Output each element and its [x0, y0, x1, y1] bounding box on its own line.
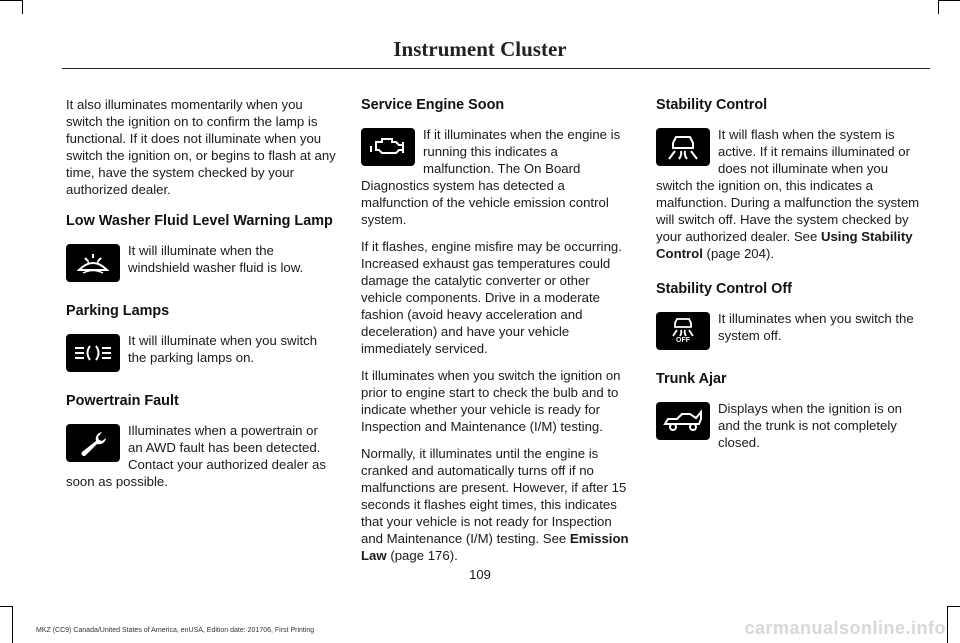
stability-off-entry [656, 310, 926, 354]
crop-mark [0, 0, 22, 1]
service-engine-p1: If it illuminates when the engine is running this indicates a malfunction. The On Board Diagnostics system has detected a malfunction of the vehicle emission control system. [361, 127, 621, 227]
parking-lamps-icon [66, 334, 120, 372]
parking-heading: Parking Lamps [66, 303, 170, 319]
crop-mark [947, 606, 960, 607]
edition-footer: MKZ (CC9) Canada/United States of America, enUSA, Edition date: 201706, First Printing [36, 627, 315, 634]
powertrain-entry [66, 422, 336, 490]
service-engine-p2: If it flashes, engine misfire may be occurring. Increased exhaust gas temperatures could damage the catalytic converter or other vehicle components. Drive in a moderate fashion (avoid heavy acceleration and deceleration) and have your vehicle immediately serviced. [361, 239, 622, 356]
parking-text: It will illuminate when you switch the parking lamps on. [128, 333, 318, 365]
crop-mark [22, 0, 23, 14]
crop-mark [12, 606, 13, 643]
emission-law-link[interactable]: Emission Law [361, 531, 629, 563]
trunk-heading: Trunk Ajar [656, 371, 727, 387]
stability-text: It will flash when the system is active. If it remains illuminated or does not illuminate when you switch the ignition on, this indicates a malfunction. During a malfunction the system will switch off. Have the system checked by your authorized dealer. See Using Stability Control (page 204). [656, 127, 920, 261]
stability-off-heading: Stability Control Off [656, 281, 792, 297]
engine-icon [361, 128, 415, 166]
wrench-icon [66, 424, 120, 462]
crop-mark [938, 0, 939, 14]
trunk-ajar-icon [656, 402, 710, 440]
stability-heading: Stability Control [656, 97, 768, 113]
watermark: carmanualsonline.info [744, 618, 946, 638]
stability-off-text: It illuminates when you switch the system off. [718, 311, 914, 343]
page-title: Instrument Cluster [393, 37, 567, 61]
trunk-entry [656, 400, 926, 451]
washer-fluid-icon [66, 244, 120, 282]
washer-text: It will illuminate when the windshield washer fluid is low. [128, 243, 304, 275]
stability-off-icon-label: OFF [676, 337, 690, 344]
service-engine-p3: It illuminates when you switch the ignition on prior to engine start to check the bulb and to indicate whether your vehicle is ready for Inspection and Maintenance (I/M) testing. [361, 368, 621, 434]
intro-paragraph: It also illuminates momentarily when you switch the ignition on to confirm the lamp is functional. If it does not illuminate when you switch the ignition on, or begins to flash at any time, have the system checked by your authorized dealer. [66, 97, 336, 197]
page-number: 109 [469, 567, 491, 582]
column-1 [66, 96, 336, 506]
powertrain-text: Illuminates when a powertrain or an AWD fault has been detected. Contact your authorized dealer as soon as possible. [66, 423, 326, 489]
service-engine-p4: Normally, it illuminates until the engine is cranked and automatically turns off if no malfunctions are present. However, if after 15 seconds it flashes eight times, this indicates that your vehicle is not ready for Inspection and Maintenance (I/M) testing. See Emission Law (page 176). [361, 446, 629, 563]
crop-mark [947, 606, 948, 643]
crop-mark [938, 0, 960, 1]
column-3 [656, 96, 926, 467]
using-stability-control-link[interactable]: Using Stability Control [656, 229, 913, 261]
crop-mark [0, 606, 12, 607]
service-engine-heading: Service Engine Soon [361, 97, 505, 113]
powertrain-heading: Powertrain Fault [66, 393, 179, 409]
column-2 [361, 96, 631, 574]
trunk-text: Displays when the ignition is on and the trunk is not completely closed. [718, 401, 902, 450]
stability-control-off-icon [656, 312, 710, 350]
washer-entry [66, 242, 336, 286]
parking-entry [66, 332, 336, 376]
washer-heading: Low Washer Fluid Level Warning Lamp [66, 213, 333, 229]
stability-control-icon [656, 128, 710, 166]
header-divider [62, 68, 930, 69]
